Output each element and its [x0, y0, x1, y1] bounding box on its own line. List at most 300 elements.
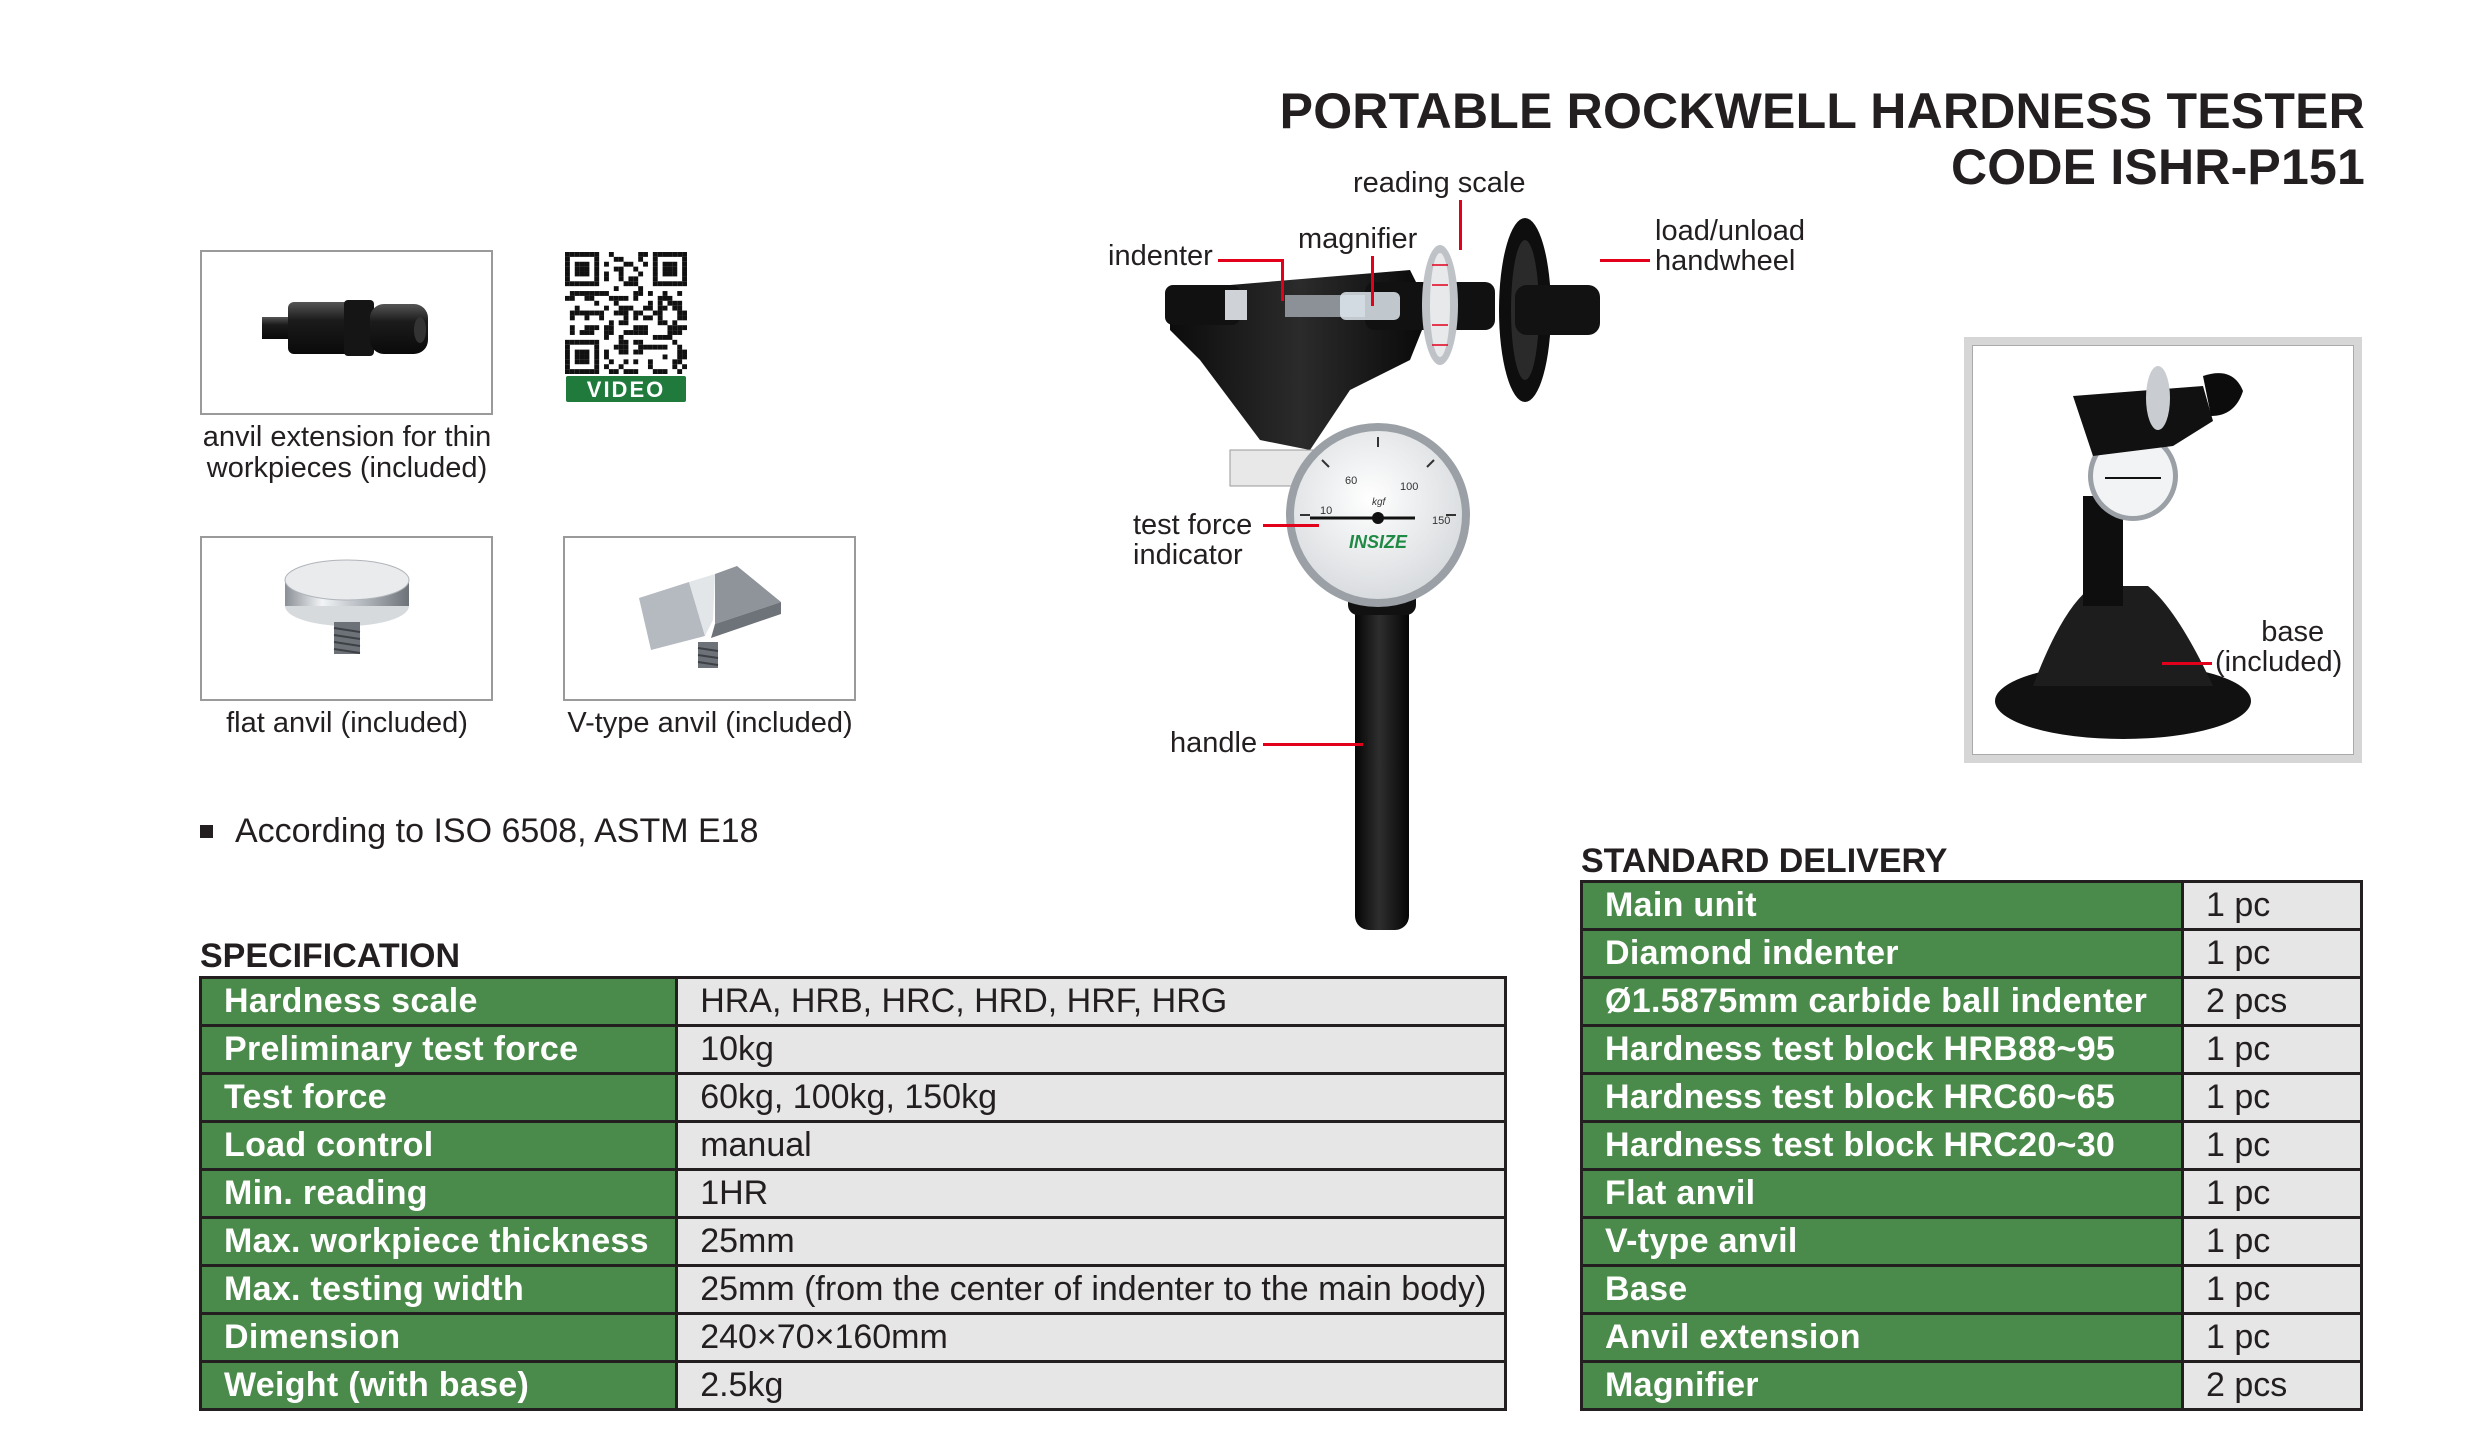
qr-module [575, 291, 580, 296]
qr-module [643, 315, 648, 320]
qr-module [570, 291, 575, 296]
v-anvil-caption: V-type anvil (included) [567, 707, 853, 739]
specification-title: SPECIFICATION [200, 937, 461, 975]
qr-module [672, 320, 677, 325]
table-row [201, 1314, 1506, 1362]
row-value: 240×70×160mm [677, 1314, 1506, 1362]
qr-module [663, 320, 668, 325]
qr-module [575, 306, 580, 311]
qr-module [594, 281, 599, 286]
qr-module [667, 281, 672, 286]
qr-module [619, 350, 624, 355]
qr-module [565, 364, 570, 369]
qr-module [672, 267, 677, 272]
qr-module [667, 301, 672, 306]
qr-module [589, 252, 594, 257]
qr-module [663, 272, 668, 277]
qr-module [599, 311, 604, 316]
qr-module [565, 359, 570, 364]
qr-module [648, 359, 653, 364]
callout-handwheel-line1: load/unload [1655, 215, 1805, 247]
qr-module [565, 262, 570, 267]
qr-module [633, 350, 638, 355]
qr-module [667, 272, 672, 277]
table-row [201, 1266, 1506, 1314]
qr-module [570, 281, 575, 286]
qr-module [575, 369, 580, 374]
dial-tick-100: 100 [1400, 481, 1419, 493]
qr-module [633, 359, 638, 364]
qr-module [619, 296, 624, 301]
qr-module [585, 291, 590, 296]
callout-base-line [2162, 662, 2212, 665]
qr-module [663, 354, 668, 359]
qr-module [682, 257, 687, 262]
dial-tick-150: 150 [1432, 515, 1451, 527]
qr-module [663, 281, 668, 286]
qr-module [624, 345, 629, 350]
qr-module [677, 311, 682, 316]
qr-module [599, 315, 604, 320]
qr-module [589, 291, 594, 296]
qr-module [604, 306, 609, 311]
qr-module [570, 340, 575, 345]
table-row [1582, 930, 2362, 978]
table-row [1582, 1218, 2362, 1266]
callout-handle-line [1263, 743, 1363, 746]
qr-module [619, 345, 624, 350]
qr-module [580, 252, 585, 257]
qr-module [653, 262, 658, 267]
qr-module [624, 340, 629, 345]
qr-module [594, 359, 599, 364]
table-row [201, 1122, 1506, 1170]
qr-module [628, 369, 633, 374]
qr-module [619, 364, 624, 369]
flat-anvil-image [200, 536, 493, 701]
row-value: 1 pc [2183, 930, 2362, 978]
qr-module [594, 311, 599, 316]
row-label: Ø1.5875mm carbide ball indenter [1582, 978, 2183, 1026]
callout-test-force-line1: test force [1133, 509, 1253, 541]
qr-module [658, 296, 663, 301]
qr-module [604, 335, 609, 340]
qr-module [614, 286, 619, 291]
qr-module [677, 325, 682, 330]
table-row [1582, 1266, 2362, 1314]
qr-module [677, 350, 682, 355]
row-value: 10kg [677, 1026, 1506, 1074]
row-label: Weight (with base) [201, 1362, 677, 1410]
qr-module [575, 311, 580, 316]
row-label: Min. reading [201, 1170, 677, 1218]
table-row [201, 1362, 1506, 1410]
qr-module [565, 340, 570, 345]
qr-module [565, 276, 570, 281]
qr-module [677, 281, 682, 286]
qr-module [653, 369, 658, 374]
hardness-tester-illustration [1110, 200, 1670, 950]
callout-indenter-line [1218, 259, 1284, 262]
row-label: Max. testing width [201, 1266, 677, 1314]
qr-module [682, 311, 687, 316]
qr-module [614, 345, 619, 350]
qr-module [624, 330, 629, 335]
specification-table [199, 976, 1507, 1411]
callout-handwheel-line [1600, 259, 1650, 262]
qr-module [672, 359, 677, 364]
table-row [201, 1218, 1506, 1266]
flat-anvil-picture [202, 538, 491, 699]
qr-module [594, 291, 599, 296]
qr-module [667, 330, 672, 335]
qr-module [633, 281, 638, 286]
qr-module [604, 325, 609, 330]
qr-module [580, 350, 585, 355]
qr-module [570, 296, 575, 301]
qr-module [565, 267, 570, 272]
qr-module [570, 252, 575, 257]
qr-module [638, 311, 643, 316]
qr-module [677, 359, 682, 364]
bullet-icon [200, 825, 213, 838]
qr-module [585, 296, 590, 301]
qr-module [614, 301, 619, 306]
qr-module [667, 335, 672, 340]
qr-module [658, 335, 663, 340]
qr-module [677, 315, 682, 320]
qr-module [580, 354, 585, 359]
qr-module [638, 272, 643, 277]
table-row [1582, 1122, 2362, 1170]
qr-module [643, 345, 648, 350]
qr-module [672, 364, 677, 369]
callout-handle: handle [1170, 727, 1258, 759]
qr-module [580, 330, 585, 335]
qr-module [604, 291, 609, 296]
row-label: Load control [201, 1122, 677, 1170]
qr-module [682, 364, 687, 369]
table-row [201, 978, 1506, 1026]
qr-module [624, 315, 629, 320]
qr-module [638, 325, 643, 330]
qr-module [585, 315, 590, 320]
table-row [1582, 1170, 2362, 1218]
row-value: 1 pc [2183, 882, 2362, 930]
callout-indenter: indenter [1108, 240, 1213, 272]
qr-module [624, 350, 629, 355]
qr-module [653, 311, 658, 316]
qr-module [565, 281, 570, 286]
anvil-extension-caption [196, 422, 498, 484]
row-label: Base [1582, 1266, 2183, 1314]
qr-module [653, 335, 658, 340]
qr-module [667, 252, 672, 257]
qr-module [585, 350, 590, 355]
qr-module [663, 306, 668, 311]
row-label: Max. workpiece thickness [201, 1218, 677, 1266]
qr-module [633, 296, 638, 301]
qr-module [619, 257, 624, 262]
anvil-extension-caption-line2: workpieces (included) [206, 452, 488, 484]
callout-handwheel-line2: handwheel [1655, 245, 1796, 277]
qr-module [648, 301, 653, 306]
qr-module [633, 291, 638, 296]
table-row [1582, 1362, 2362, 1410]
qr-module [672, 281, 677, 286]
qr-module [633, 311, 638, 316]
standard-delivery-title: STANDARD DELIVERY [1581, 842, 1948, 880]
qr-module [658, 281, 663, 286]
qr-module [672, 262, 677, 267]
qr-module [663, 252, 668, 257]
base-photo-panel [1964, 337, 2362, 763]
qr-module [575, 340, 580, 345]
qr-module [589, 296, 594, 301]
qr-module [672, 272, 677, 277]
row-value: 1 pc [2183, 1218, 2362, 1266]
qr-module [619, 276, 624, 281]
qr-module [624, 306, 629, 311]
qr-module [609, 359, 614, 364]
qr-module [565, 350, 570, 355]
qr-module [585, 272, 590, 277]
qr-module [575, 252, 580, 257]
table-row [1582, 882, 2362, 930]
qr-module [648, 306, 653, 311]
row-value: 2.5kg [677, 1362, 1506, 1410]
qr-module [609, 296, 614, 301]
qr-module [604, 272, 609, 277]
qr-module [575, 354, 580, 359]
row-label: Anvil extension [1582, 1314, 2183, 1362]
qr-module [663, 291, 668, 296]
row-value: 60kg, 100kg, 150kg [677, 1074, 1506, 1122]
qr-module [633, 325, 638, 330]
row-label: Hardness test block HRC20~30 [1582, 1122, 2183, 1170]
qr-module [585, 340, 590, 345]
qr-module [570, 325, 575, 330]
row-value: 25mm [677, 1218, 1506, 1266]
dial-tick-10: 10 [1320, 505, 1333, 517]
qr-module [594, 252, 599, 257]
qr-module [624, 311, 629, 316]
standard-delivery-table [1580, 880, 2363, 1411]
qr-module [619, 311, 624, 316]
qr-module [594, 364, 599, 369]
table-row [1582, 1314, 2362, 1362]
row-label: V-type anvil [1582, 1218, 2183, 1266]
row-label: Hardness scale [201, 978, 677, 1026]
qr-module [604, 350, 609, 355]
qr-module [643, 306, 648, 311]
qr-module [594, 340, 599, 345]
qr-module [682, 281, 687, 286]
qr-module [633, 315, 638, 320]
callout-test-force-line [1263, 524, 1319, 527]
qr-module [667, 262, 672, 267]
qr-module [594, 354, 599, 359]
qr-module [682, 276, 687, 281]
qr-module [594, 350, 599, 355]
qr-module [667, 325, 672, 330]
row-value: 25mm (from the center of indenter to the main body) [677, 1266, 1506, 1314]
qr-module [565, 272, 570, 277]
qr-module [672, 340, 677, 345]
qr-module [624, 296, 629, 301]
dial-tick-60: 60 [1345, 475, 1358, 487]
qr-module [677, 252, 682, 257]
qr-module [628, 262, 633, 267]
anvil-extension-caption-line1: anvil extension for thin [202, 421, 492, 453]
qr-module [614, 267, 619, 272]
qr-module [653, 252, 658, 257]
qr-module [580, 281, 585, 286]
qr-module [580, 291, 585, 296]
qr-module [643, 262, 648, 267]
qr-module [580, 340, 585, 345]
qr-module [672, 325, 677, 330]
qr-module [633, 276, 638, 281]
qr-module [585, 267, 590, 272]
table-row [201, 1026, 1506, 1074]
qr-module [624, 320, 629, 325]
row-label: Test force [201, 1074, 677, 1122]
row-label: Main unit [1582, 882, 2183, 930]
row-value: 1 pc [2183, 1314, 2362, 1362]
table-row [1582, 1074, 2362, 1122]
qr-module [594, 272, 599, 277]
qr-module [594, 345, 599, 350]
qr-module [585, 262, 590, 267]
qr-module [682, 262, 687, 267]
qr-module [638, 257, 643, 262]
qr-module [589, 311, 594, 316]
qr-module [672, 301, 677, 306]
qr-module [633, 267, 638, 272]
qr-module [594, 276, 599, 281]
row-label: Magnifier [1582, 1362, 2183, 1410]
qr-module [604, 262, 609, 267]
callout-base-line1: base [2261, 616, 2325, 648]
qr-module [570, 330, 575, 335]
qr-module [580, 267, 585, 272]
qr-module [638, 330, 643, 335]
qr-module [658, 306, 663, 311]
qr-module [628, 306, 633, 311]
qr-module [570, 369, 575, 374]
qr-module [663, 267, 668, 272]
row-label: Dimension [201, 1314, 677, 1362]
qr-module [619, 335, 624, 340]
qr-module [565, 257, 570, 262]
qr-module [570, 311, 575, 316]
callout-magnifier: magnifier [1298, 223, 1418, 255]
product-code: CODE ISHR-P151 [1950, 139, 2365, 195]
qr-module [638, 350, 643, 355]
qr-module [580, 369, 585, 374]
qr-module [580, 359, 585, 364]
qr-module [638, 291, 643, 296]
qr-module [638, 340, 643, 345]
qr-module [628, 281, 633, 286]
qr-module [658, 311, 663, 316]
qr-module [619, 267, 624, 272]
callout-reading-scale-line [1459, 200, 1462, 250]
qr-module [594, 369, 599, 374]
callout-base [2215, 617, 2342, 677]
dial-unit: kgf [1372, 497, 1386, 508]
qr-module [570, 315, 575, 320]
qr-module [653, 267, 658, 272]
flat-anvil-caption: flat anvil (included) [226, 707, 468, 739]
qr-module [653, 276, 658, 281]
dial-brand-logo: INSIZE [1348, 532, 1408, 552]
anvil-extension-image [200, 250, 493, 415]
callout-reading-scale: reading scale [1353, 167, 1526, 199]
row-value: 1 pc [2183, 1074, 2362, 1122]
qr-module [653, 345, 658, 350]
qr-module [648, 315, 653, 320]
callout-handwheel [1655, 216, 1805, 276]
qr-module [628, 330, 633, 335]
qr-module [604, 364, 609, 369]
qr-module [609, 325, 614, 330]
anvil-extension-picture [202, 252, 491, 413]
v-anvil-picture [565, 538, 854, 699]
qr-module [638, 286, 643, 291]
qr-module [585, 325, 590, 330]
qr-module [585, 311, 590, 316]
video-qr-code[interactable] [565, 252, 687, 402]
qr-module [667, 296, 672, 301]
table-row [1582, 1026, 2362, 1074]
qr-module [633, 330, 638, 335]
standards-note [200, 812, 759, 851]
qr-module [609, 252, 614, 257]
qr-module [677, 369, 682, 374]
qr-module [658, 315, 663, 320]
qr-module [589, 281, 594, 286]
qr-module [614, 296, 619, 301]
qr-module [658, 301, 663, 306]
qr-module [653, 281, 658, 286]
qr-module [624, 369, 629, 374]
qr-module [672, 330, 677, 335]
row-value: manual [677, 1122, 1506, 1170]
row-label: Hardness test block HRC60~65 [1582, 1074, 2183, 1122]
table-row [1582, 978, 2362, 1026]
qr-module [663, 296, 668, 301]
row-label: Hardness test block HRB88~95 [1582, 1026, 2183, 1074]
row-value: 2 pcs [2183, 1362, 2362, 1410]
qr-module [619, 340, 624, 345]
qr-module [580, 311, 585, 316]
qr-module [614, 257, 619, 262]
row-value: 1 pc [2183, 1026, 2362, 1074]
qr-module [565, 354, 570, 359]
row-label: Preliminary test force [201, 1026, 677, 1074]
qr-module [682, 350, 687, 355]
v-anvil-image [563, 536, 856, 701]
qr-module [585, 369, 590, 374]
qr-module [624, 359, 629, 364]
qr-module [585, 359, 590, 364]
qr-module [682, 325, 687, 330]
qr-module [619, 272, 624, 277]
qr-module [624, 262, 629, 267]
qr-module [594, 301, 599, 306]
